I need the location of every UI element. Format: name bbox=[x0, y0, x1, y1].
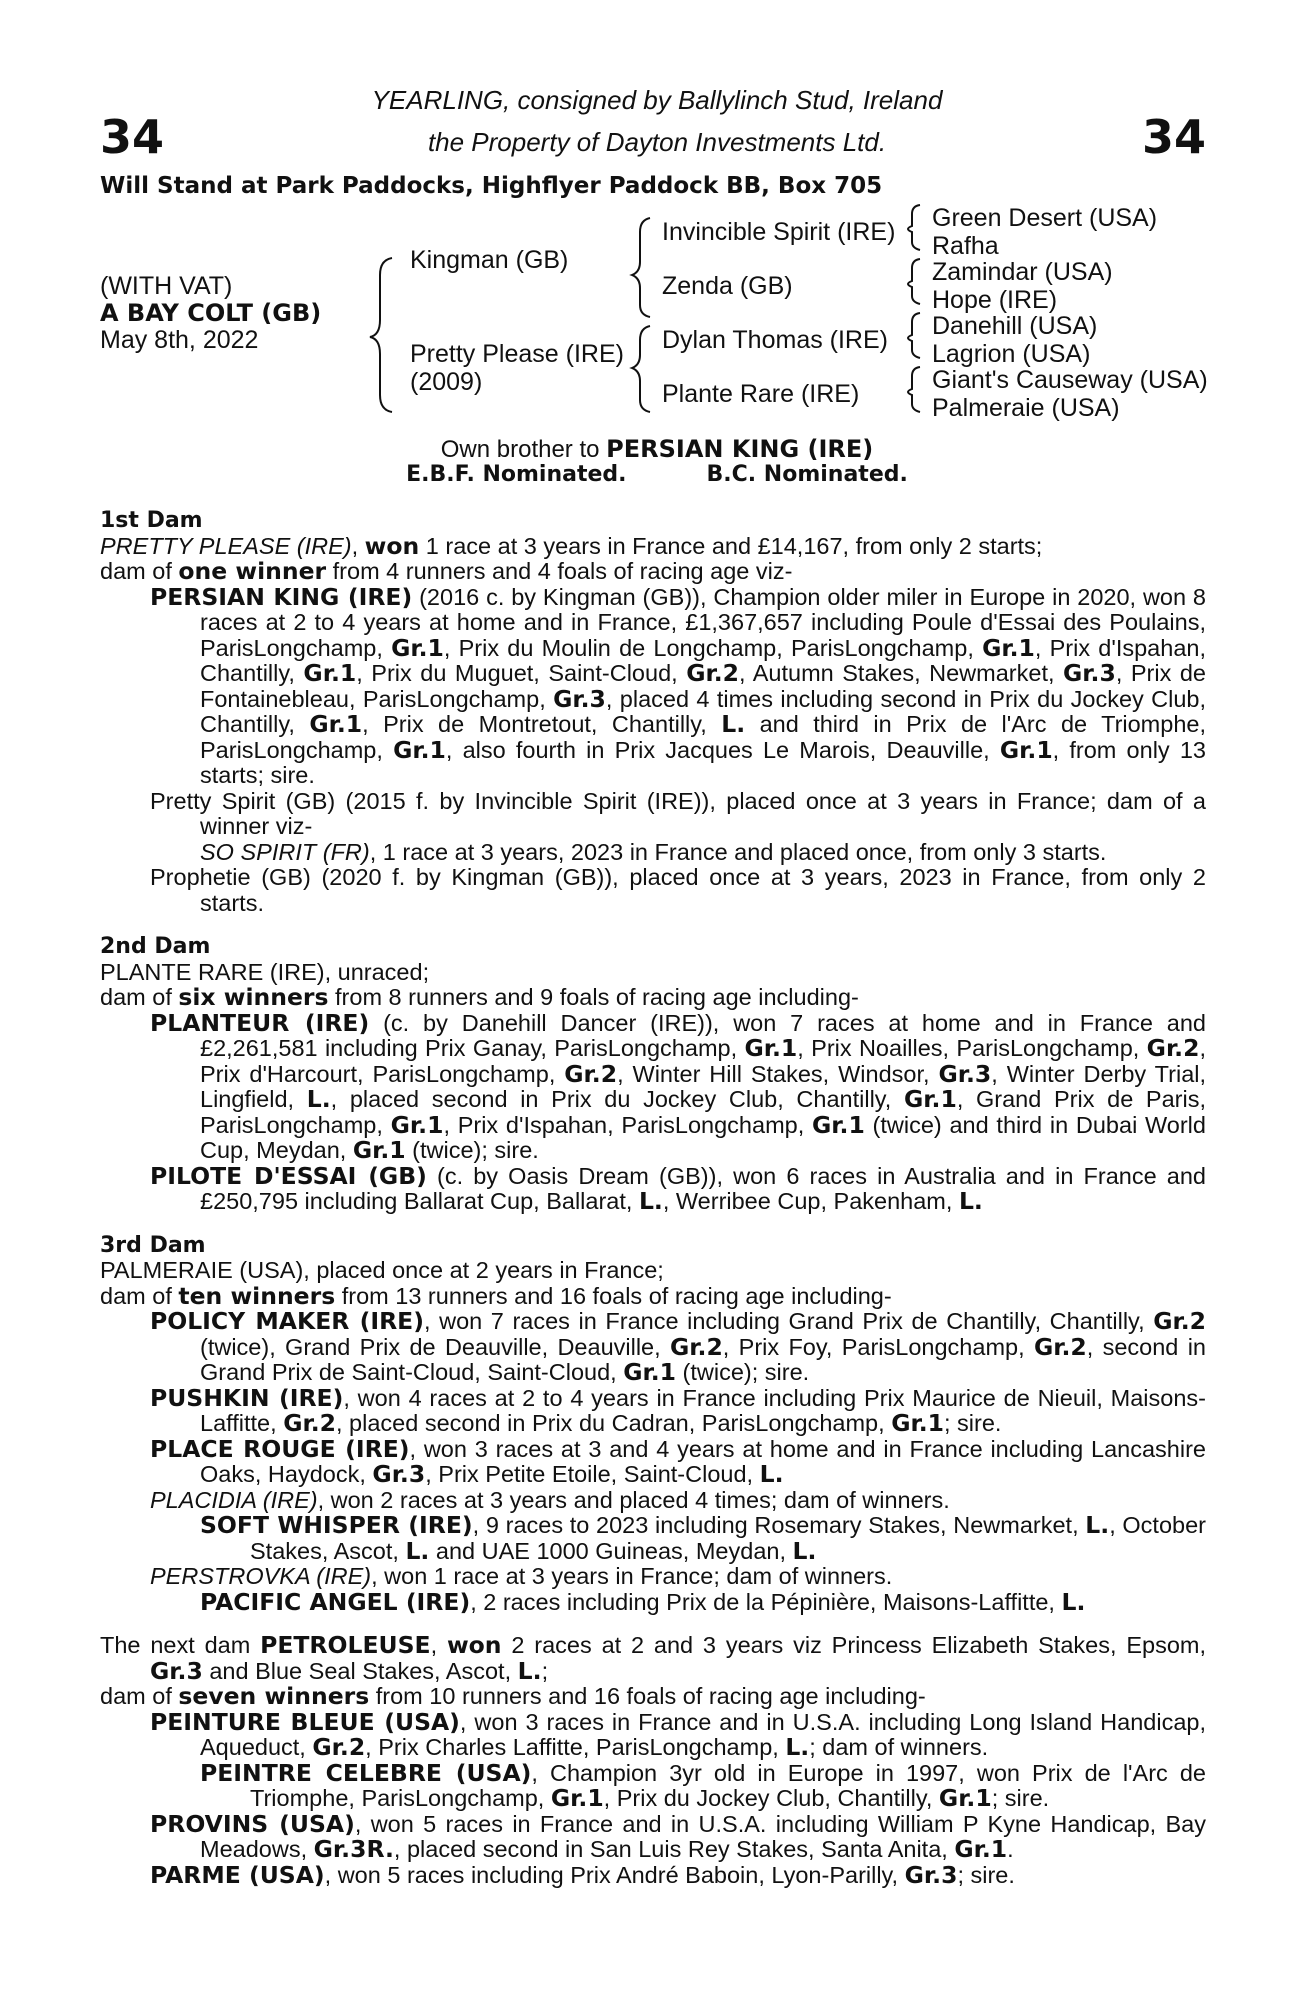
lot-number-left: 34 bbox=[100, 110, 165, 164]
bc-nominated: B.C. Nominated. bbox=[706, 462, 908, 487]
peinture-bleue-entry: PEINTURE BLEUE (USA), won 3 races in France and in U.S.A. including Long Island Handicap, Aqueduct, Gr.2, Prix Charles Laffitte, ParisLongchamp, L.; dam of winners. bbox=[150, 1707, 1206, 1761]
dam-sire: Dylan Thomas (IRE) bbox=[662, 326, 888, 354]
own-brother-prefix: Own brother to bbox=[440, 436, 607, 463]
peintre-celebre-entry: PEINTRE CELEBRE (USA), Champion 3yr old in Europe in 1997, won Prix de l'Arc de Triomphe, ParisLongchamp, Gr.1, Prix du Jockey Club, Chantilly, Gr.1; sire. bbox=[200, 1758, 1207, 1812]
sire: Kingman (GB) bbox=[410, 246, 569, 274]
nominations-line bbox=[0, 462, 1314, 488]
ggs-1: Green Desert (USA) bbox=[932, 204, 1158, 232]
pretty-spirit-entry: Pretty Spirit (GB) (2015 f. by Invincible Spirit (IRE)), placed once at 3 years in France; dam of a winner viz- bbox=[150, 787, 1206, 839]
ggd-1: Rafha bbox=[932, 232, 999, 260]
consignor-line: YEARLING, consigned by Ballylinch Stud, Ireland bbox=[371, 85, 943, 115]
next-dam-produce: dam of seven winners from 10 runners and 16 foals of racing age including- bbox=[100, 1682, 926, 1710]
placidia-entry: PLACIDIA (IRE), won 2 races at 3 years and placed 4 times; dam of winners. bbox=[150, 1486, 950, 1513]
ggd-4: Palmeraie (USA) bbox=[932, 394, 1120, 422]
own-brother-line bbox=[0, 436, 1314, 463]
dam1-produce: dam of one winner from 4 runners and 4 foals of racing age viz- bbox=[100, 557, 793, 585]
ggs-3: Danehill (USA) bbox=[932, 312, 1098, 340]
section-1st-dam: 1st Dam bbox=[100, 508, 203, 533]
soft-whisper-entry: SOFT WHISPER (IRE), 9 races to 2023 including Rosemary Stakes, Newmarket, L., October Stakes, Ascot, L. and UAE 1000 Guineas, Meydan, L. bbox=[200, 1511, 1206, 1565]
date-of-birth: May 8th, 2022 bbox=[100, 326, 259, 354]
dam-dam: Plante Rare (IRE) bbox=[662, 380, 860, 408]
place-rouge-entry: PLACE ROUGE (IRE), won 3 races at 3 and 4 years at home and in France including Lancashire Oaks, Haydock, Gr.3, Prix Petite Etoile, Saint-Cloud, L. bbox=[150, 1434, 1206, 1488]
lot-number-right: 34 bbox=[1142, 110, 1207, 164]
vat-note: (WITH VAT) bbox=[100, 272, 233, 300]
dam: Pretty Please (IRE) bbox=[410, 340, 624, 368]
ggd-2: Hope (IRE) bbox=[932, 286, 1058, 314]
ggs-2: Zamindar (USA) bbox=[932, 258, 1113, 286]
section-3rd-dam: 3rd Dam bbox=[100, 1232, 206, 1258]
dam2-produce: dam of six winners from 8 runners and 9 foals of racing age including- bbox=[100, 983, 859, 1011]
property-line: the Property of Dayton Investments Ltd. bbox=[427, 127, 887, 157]
perstrovka-entry: PERSTROVKA (IRE), won 1 race at 3 years in France; dam of winners. bbox=[150, 1563, 893, 1589]
pushkin-entry: PUSHKIN (IRE), won 4 races at 2 to 4 years in France including Prix Maurice de Nieuil, Maisons-Laffitte, Gr.2, placed second in Prix du Cadran, ParisLongchamp, Gr.1; sire. bbox=[150, 1383, 1206, 1437]
planteur-entry: PLANTEUR (IRE) (c. by Danehill Dancer (IRE)), won 7 races at home and in France and £2,261,581 including Prix Ganay, ParisLongchamp, Gr.1, Prix Noailles, ParisLongchamp, Gr.2, Prix d'Harcourt, ParisLongchamp, Gr.2, Winter Hill Stakes, Windsor, Gr.3, Winter Derby Trial, Lingfield, L., placed second in Prix du Jockey Club, Chantilly, Gr.1, Grand Prix de Paris, ParisLongchamp, Gr.1, Prix d'Ispahan, ParisLongchamp, Gr.1 (twice) and third in Dubai World Cup, Meydan, Gr.1 (twice); sire. bbox=[150, 1008, 1207, 1164]
persian-king-entry: PERSIAN KING (IRE) (2016 c. by Kingman (GB)), Champion older miler in Europe in 2020, won 8 races at 2 to 4 years at home and in France, £1,367,657 including Poule d'Essai des Poulains, ParisLongchamp, Gr.1, Prix du Moulin de Longchamp, ParisLongchamp, Gr.1, Prix d'Ispahan, Chantilly, Gr.1, Prix du Muguet, Saint-Cloud, Gr.2, Autumn Stakes, Newmarket, Gr.3, Prix de Fontainebleau, ParisLongchamp, Gr.3, placed 4 times including second in Prix du Jockey Club, Chantilly, Gr.1, Prix de Montretout, Chantilly, L. and third in Prix de l'Arc de Triomphe, ParisLongchamp, Gr.1, also fourth in Prix Jacques Le Marois, Deauville, Gr.1, from only 13 starts; sire. bbox=[150, 582, 1206, 788]
catalogue-body bbox=[100, 508, 1206, 1888]
so-spirit-entry: SO SPIRIT (FR), 1 race at 3 years, 2023 in France and placed once, from only 3 starts. bbox=[200, 838, 1107, 865]
pacific-angel-entry: PACIFIC ANGEL (IRE), 2 races including Prix de la Pépinière, Maisons-Laffitte, L. bbox=[200, 1587, 1086, 1616]
policy-maker-entry: POLICY MAKER (IRE), won 7 races in France including Grand Prix de Chantilly, Chantilly, Gr.2 (twice), Grand Prix de Deauville, Deauville, Gr.2, Prix Foy, ParisLongchamp, Gr.2, second in Grand Prix de Saint-Cloud, Saint-Cloud, Gr.1 (twice); sire. bbox=[150, 1307, 1206, 1386]
dam2-line: PLANTE RARE (IRE), unraced; bbox=[100, 958, 430, 985]
ggs-4: Giant's Causeway (USA) bbox=[932, 366, 1208, 394]
pilote-dessai-entry: PILOTE D'ESSAI (GB) (c. by Oasis Dream (GB)), won 6 races in Australia and in France and £250,795 including Ballarat Cup, Ballarat, L., Werribee Cup, Pakenham, L. bbox=[150, 1161, 1206, 1215]
own-brother-name: PERSIAN KING (IRE) bbox=[606, 435, 874, 463]
sire-dam: Zenda (GB) bbox=[662, 272, 793, 300]
dam1-line: PRETTY PLEASE (IRE), won 1 race at 3 years in France and £14,167, from only 2 starts; bbox=[100, 531, 1043, 560]
lot-title: A BAY COLT (GB) bbox=[100, 299, 322, 327]
prophetie-entry: Prophetie (GB) (2020 f. by Kingman (GB)), placed once at 3 years, 2023 in France, from only 2 starts. bbox=[150, 864, 1206, 916]
stand-location: Will Stand at Park Paddocks, Highflyer Paddock BB, Box 705 bbox=[100, 173, 883, 199]
dam3-produce: dam of ten winners from 13 runners and 16 foals of racing age including- bbox=[100, 1281, 892, 1310]
parme-entry: PARME (USA), won 5 races including Prix André Baboin, Lyon-Parilly, Gr.3; sire. bbox=[150, 1860, 1015, 1889]
next-dam-line: The next dam PETROLEUSE, won 2 races at 2 and 3 years viz Princess Elizabeth Stakes, Epsom, Gr.3 and Blue Seal Stakes, Ascot, L.; bbox=[100, 1631, 1206, 1685]
dam1-name: PRETTY PLEASE (IRE) bbox=[100, 532, 352, 559]
ebf-nominated: E.B.F. Nominated. bbox=[406, 462, 627, 487]
provins-entry: PROVINS (USA), won 5 races in France and in U.S.A. including William P Kyne Handicap, Bay Meadows, Gr.3R., placed second in San Luis Rey Stakes, Santa Anita, Gr.1. bbox=[150, 1809, 1206, 1863]
ggd-3: Lagrion (USA) bbox=[932, 340, 1091, 368]
section-2nd-dam: 2nd Dam bbox=[100, 934, 211, 959]
sire-sire: Invincible Spirit (IRE) bbox=[662, 218, 896, 246]
dam-year: (2009) bbox=[410, 368, 483, 396]
dam3-line: PALMERAIE (USA), placed once at 2 years in France; bbox=[100, 1257, 664, 1283]
